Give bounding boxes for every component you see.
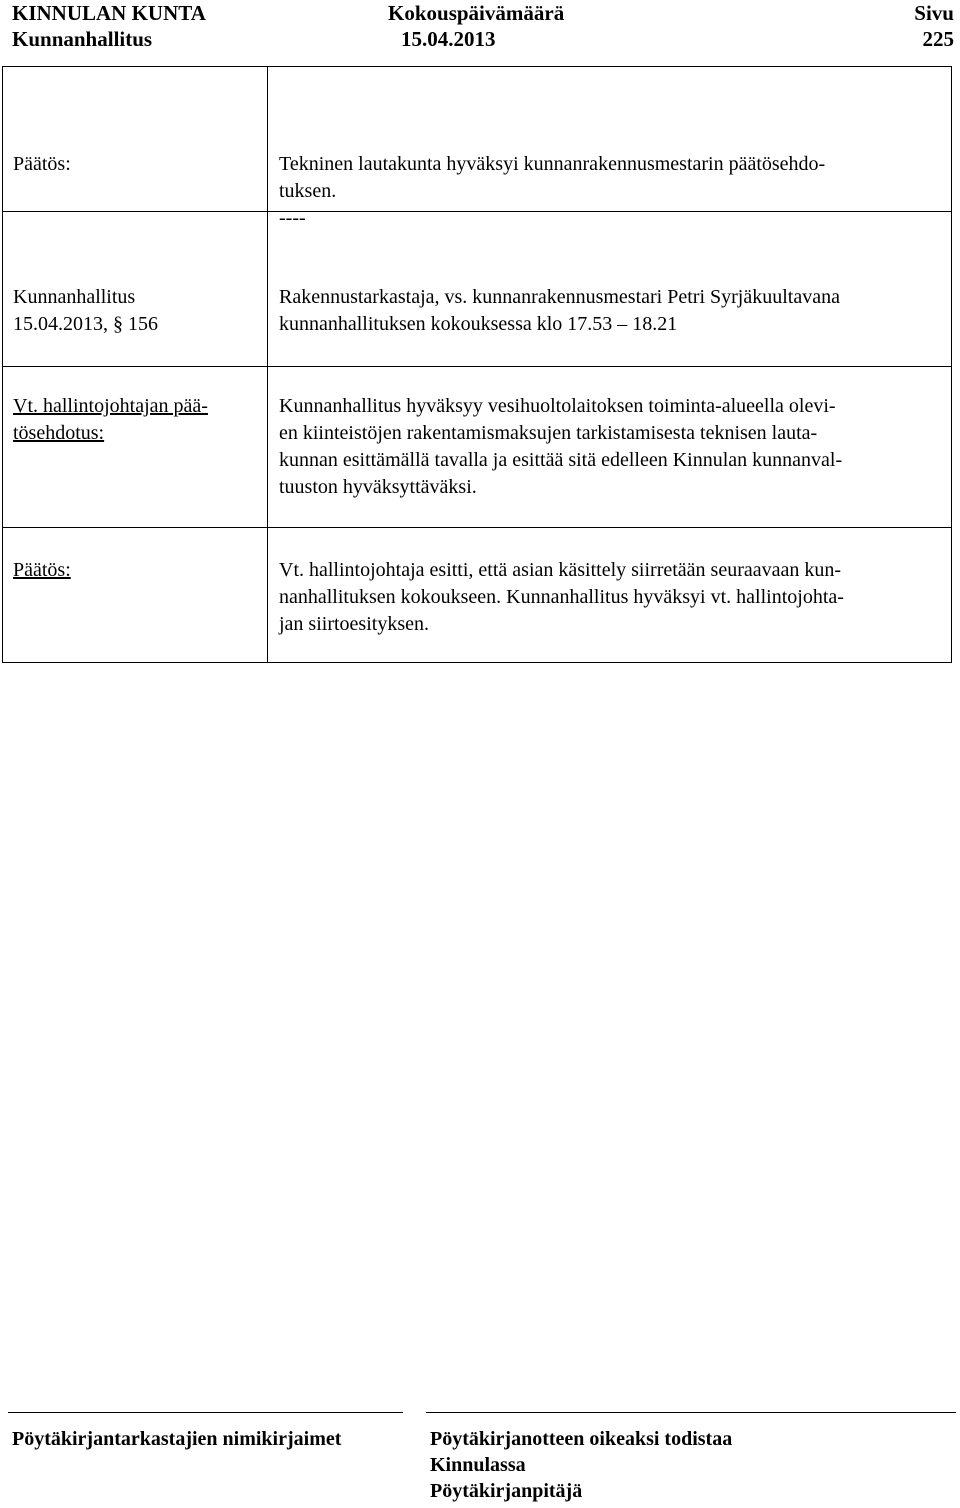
reviewers-initials-label: Pöytäkirjantarkastajien nimikirjaimet <box>12 1428 342 1450</box>
attendance-note <box>279 284 949 338</box>
left-line: Kunnanhallitus <box>13 286 136 308</box>
minutes-table <box>2 66 952 663</box>
row-label-cell <box>3 528 268 662</box>
left-line: Vt. hallintojohtajan pää- <box>13 395 208 417</box>
left-line: Päätös: <box>13 559 71 581</box>
text-line: tuuston hyväksyttäväksi. <box>279 476 477 498</box>
text-line: tuksen. <box>279 180 337 202</box>
decision-text <box>279 557 949 638</box>
text-line: Kunnanhallitus hyväksyy vesihuoltolaitoksen toiminta-alueella olevi- <box>279 395 836 417</box>
certification-label: Pöytäkirjanotteen oikeaksi todistaa <box>430 1428 733 1450</box>
proposal-text <box>279 393 949 501</box>
certification-place: Kinnulassa <box>430 1454 526 1476</box>
footer-divider-left <box>8 1412 403 1413</box>
left-line: 15.04.2013, § 156 <box>13 313 158 335</box>
table-row <box>3 528 951 662</box>
text-line: Tekninen lautakunta hyväksyi kunnanrakennusmestarin päätösehdo- <box>279 153 826 175</box>
text-line: nanhallituksen kokoukseen. Kunnanhallitus hyväksyi vt. hallintojohta- <box>279 586 844 608</box>
text-line: Vt. hallintojohtaja esitti, että asian käsittely siirretään seuraavaan kun- <box>279 559 842 581</box>
secretary-label: Pöytäkirjanpitäjä <box>430 1480 583 1502</box>
text-line: jan siirtoesityksen. <box>279 613 429 635</box>
row-label-cell <box>3 67 268 211</box>
table-row <box>3 367 951 528</box>
meeting-date-label: Kokouspäivämäärä <box>388 1 565 25</box>
table-row <box>3 67 951 229</box>
meeting-reference-lines <box>13 284 158 338</box>
text-line: en kiinteistöjen rakentamismaksujen tarkistamisesta teknisen lauta- <box>279 422 818 444</box>
decision-label <box>13 557 71 584</box>
text-line: kunnanhallituksen kokouksessa klo 17.53 – 18.21 <box>279 313 678 335</box>
page-number: 225 <box>922 27 954 51</box>
row-label-cell <box>3 367 268 527</box>
decision-label <box>13 151 71 178</box>
proposal-label <box>13 393 208 447</box>
body-name: Kunnanhallitus <box>12 27 153 51</box>
text-line: kunnan esittämällä tavalla ja esittää sitä edelleen Kinnulan kunnanval- <box>279 449 843 471</box>
text-line: Rakennustarkastaja, vs. kunnanrakennusmestari Petri Syrjäkuultavana <box>279 286 840 308</box>
table-row <box>3 212 951 367</box>
left-line: Päätös: <box>13 153 71 175</box>
left-line: tösehdotus: <box>13 422 105 444</box>
meeting-date: 15.04.2013 <box>401 27 496 51</box>
separator-text: ---- <box>279 207 306 229</box>
page-label: Sivu <box>914 1 954 25</box>
municipality-name: KINNULAN KUNTA <box>12 1 206 25</box>
footer-divider-right <box>426 1412 956 1413</box>
